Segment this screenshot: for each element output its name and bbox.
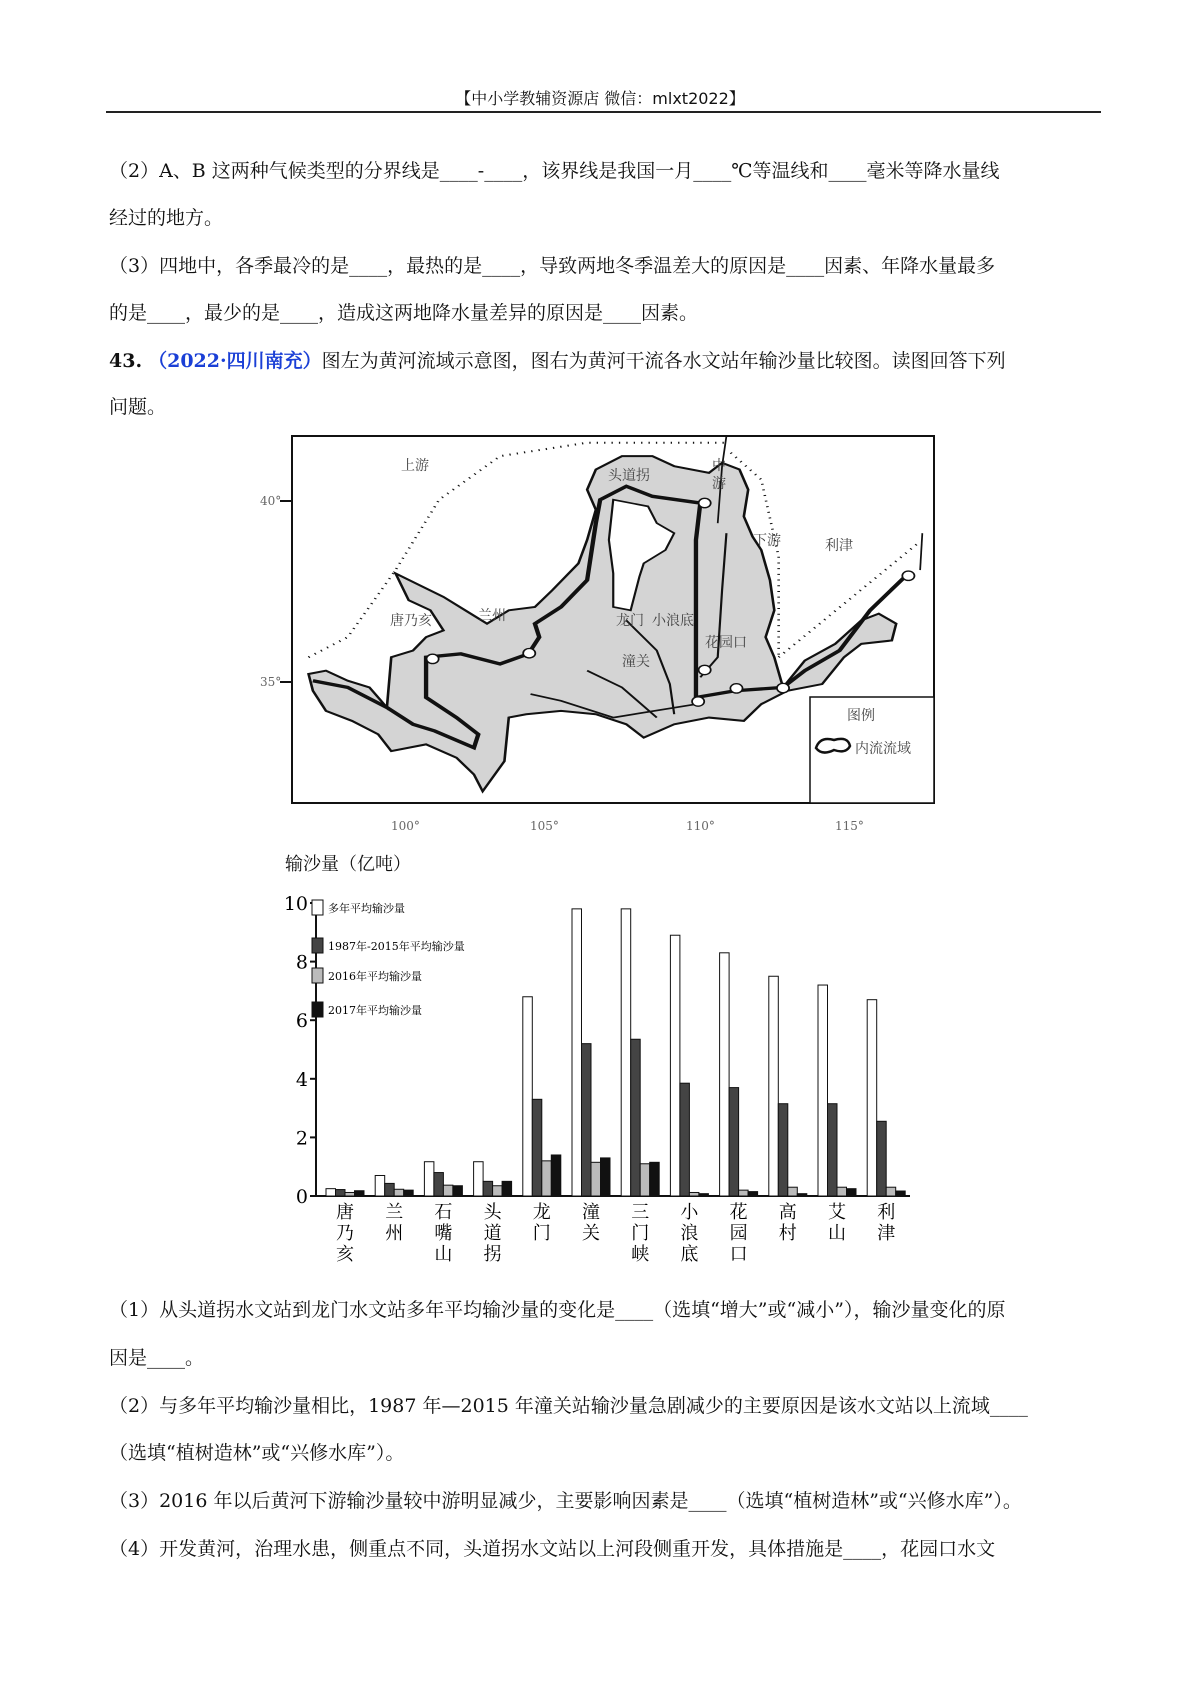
station-longmen	[699, 665, 711, 674]
legend-swatch	[312, 900, 323, 915]
x-tick-label: 利	[877, 1202, 896, 1223]
yellow-river-map	[250, 430, 970, 850]
sub-question-line: （3）2016 年以后黄河下游输沙量较中游明显减少，主要影响因素是____（选填“植树造林”或“兴修水库”）。	[109, 1490, 1022, 1512]
x-tick-label: 门	[532, 1223, 551, 1244]
station-toudaoguai	[699, 498, 711, 507]
lon-label: 100°	[391, 819, 420, 833]
lat-label: 35°	[260, 675, 282, 689]
lon-label: 115°	[835, 819, 864, 833]
x-tick-label: 关	[582, 1223, 600, 1244]
x-tick-label: 底	[680, 1244, 699, 1265]
sub-question-line: （1）从头道拐水文站到龙门水文站多年平均输沙量的变化是____（选填“增大”或“减小”），输沙量变化的原	[109, 1299, 1006, 1321]
bar-4	[404, 1190, 414, 1196]
legend-label: 2017年平均输沙量	[328, 1004, 422, 1017]
bar-1	[818, 985, 828, 1196]
station-tangnaihai	[427, 654, 439, 663]
bar-2	[877, 1121, 887, 1196]
sediment-bar-chart	[270, 880, 930, 1280]
bar-2	[828, 1104, 838, 1196]
bar-2	[582, 1044, 592, 1196]
bar-1	[474, 1162, 484, 1196]
x-tick-label: 花	[729, 1202, 748, 1223]
x-tick-label: 乃	[336, 1223, 354, 1244]
station-xiaolangdi	[730, 684, 742, 693]
label-middle-1: 中	[712, 458, 726, 474]
sub-question-line: （选填“植树造林”或“兴修水库”）。	[109, 1442, 405, 1464]
legend-label: 1987年-2015年平均输沙量	[328, 940, 465, 953]
prev-question-line: 经过的地方。	[109, 207, 224, 229]
bar-3	[591, 1162, 601, 1196]
station-lanzhou	[523, 649, 535, 658]
chart-ylabel: 输沙量（亿吨）	[285, 854, 411, 875]
bar-4	[502, 1181, 512, 1196]
lat-label: 40°	[260, 494, 282, 508]
prev-question-line: （3）四地中，各季最冷的是____，最热的是____，导致两地冬季温差大的原因是____因素、年降水量最多	[109, 255, 996, 277]
question-source: （2022·四川南充）	[148, 350, 322, 372]
header-rule	[106, 111, 1101, 113]
station-label: 小浪底	[652, 613, 694, 629]
prev-question-line: （2）A、B 这两种气候类型的分界线是____-____，该界线是我国一月____℃等温线和____毫米等降水量线	[109, 160, 1000, 182]
station-label: 龙门	[616, 613, 644, 629]
legend-label: 多年平均输沙量	[328, 902, 405, 915]
y-tick-label: 6	[295, 1010, 308, 1033]
x-tick-label: 头	[483, 1202, 502, 1223]
y-tick-label: 2	[295, 1127, 308, 1150]
bar-2	[336, 1190, 346, 1196]
x-tick-label: 浪	[680, 1223, 699, 1244]
station-label: 唐乃亥	[390, 613, 432, 629]
x-tick-label: 园	[729, 1223, 748, 1244]
bar-3	[788, 1187, 798, 1196]
station-tongguan	[692, 697, 704, 706]
x-tick-label: 山	[828, 1223, 846, 1244]
x-tick-label: 口	[729, 1244, 748, 1265]
bar-4	[699, 1194, 709, 1196]
bar-1	[375, 1175, 385, 1196]
question-text-2: 问题。	[109, 396, 167, 418]
y-tick-label: 10	[283, 893, 308, 915]
station-label: 花园口	[705, 635, 747, 651]
bar-4	[601, 1158, 611, 1196]
page-header: 【中小学教辅资源店 微信：mlxt2022】	[455, 89, 745, 108]
y-tick-label: 8	[295, 951, 308, 974]
bar-2	[729, 1088, 739, 1196]
bar-1	[867, 1000, 877, 1196]
bar-2	[483, 1181, 493, 1196]
bar-3	[542, 1161, 552, 1196]
question-header	[109, 346, 1006, 373]
x-tick-label: 津	[877, 1223, 896, 1244]
bar-4	[847, 1189, 857, 1196]
label-middle-2: 游	[712, 476, 726, 492]
station-lijin	[902, 571, 914, 580]
bar-4	[551, 1155, 561, 1196]
bar-1	[326, 1189, 336, 1196]
x-tick-label: 山	[434, 1244, 453, 1265]
bar-4	[355, 1191, 365, 1196]
bar-3	[345, 1192, 355, 1196]
map-legend-title: 图例	[847, 708, 875, 724]
bar-4	[797, 1194, 807, 1196]
bar-2	[385, 1183, 395, 1196]
station-label: 头道拐	[608, 468, 650, 484]
station-label: 兰州	[478, 608, 506, 624]
bar-3	[886, 1187, 896, 1196]
bar-2	[778, 1104, 788, 1196]
x-tick-label: 高	[778, 1202, 797, 1223]
x-tick-label: 嘴	[434, 1223, 453, 1244]
x-tick-label: 艾	[828, 1202, 846, 1223]
x-tick-label: 拐	[483, 1244, 502, 1265]
prev-question-line: 的是____，最少的是____，造成这两地降水量差异的原因是____因素。	[109, 302, 699, 324]
bar-2	[631, 1039, 641, 1196]
bar-1	[670, 935, 680, 1196]
x-tick-label: 峡	[631, 1244, 650, 1265]
x-tick-label: 兰	[385, 1202, 404, 1223]
legend-swatch	[312, 938, 323, 953]
bar-1	[523, 997, 533, 1196]
station-huayuankou	[777, 683, 789, 692]
x-tick-label: 龙	[532, 1202, 551, 1223]
bar-2	[680, 1083, 690, 1196]
legend-swatch	[312, 1002, 323, 1017]
y-tick-label: 0	[295, 1186, 308, 1208]
legend-label: 2016年平均输沙量	[328, 970, 422, 983]
bar-1	[572, 909, 582, 1196]
x-tick-label: 门	[631, 1223, 650, 1244]
x-tick-label: 唐	[336, 1202, 354, 1223]
bar-3	[739, 1190, 749, 1196]
bar-3	[689, 1192, 699, 1196]
bar-3	[443, 1185, 453, 1196]
bar-3	[394, 1189, 404, 1196]
bar-4	[748, 1192, 758, 1196]
x-tick-label: 亥	[336, 1244, 354, 1265]
x-tick-label: 道	[483, 1223, 502, 1244]
bar-3	[640, 1164, 650, 1196]
bar-2	[532, 1099, 542, 1196]
bar-1	[720, 953, 730, 1196]
bar-1	[621, 909, 631, 1196]
x-tick-label: 石	[434, 1202, 453, 1223]
station-label: 利津	[825, 538, 853, 554]
sub-question-line: （2）与多年平均输沙量相比，1987 年—2015 年潼关站输沙量急剧减少的主要原因是该水文站以上流域____	[109, 1395, 1028, 1417]
y-tick-label: 4	[295, 1068, 308, 1091]
bar-3	[837, 1187, 847, 1196]
bar-1	[424, 1162, 434, 1196]
bar-3	[493, 1186, 503, 1196]
bar-4	[650, 1162, 660, 1196]
x-tick-label: 村	[778, 1223, 797, 1244]
lon-label: 105°	[530, 819, 559, 833]
x-tick-label: 潼	[582, 1202, 600, 1223]
label-upper: 上游	[401, 458, 429, 474]
bar-4	[453, 1186, 463, 1196]
question-number: 43.	[109, 350, 143, 372]
bar-2	[434, 1173, 444, 1196]
bar-4	[896, 1191, 906, 1196]
label-lower: 下游	[753, 533, 781, 549]
x-tick-label: 小	[680, 1202, 699, 1223]
bar-1	[769, 976, 779, 1196]
lon-label: 110°	[686, 819, 715, 833]
x-tick-label: 州	[385, 1223, 404, 1244]
sub-question-line: 因是____。	[109, 1347, 205, 1369]
map-legend-label: 内流流域	[855, 741, 911, 757]
station-label: 潼关	[622, 654, 650, 670]
question-text: 图左为黄河流域示意图，图右为黄河干流各水文站年输沙量比较图。读图回答下列	[321, 350, 1006, 372]
x-tick-label: 三	[631, 1202, 650, 1223]
sub-question-line: （4）开发黄河，治理水患，侧重点不同，头道拐水文站以上河段侧重开发，具体措施是____，花园口水文	[109, 1538, 996, 1560]
legend-swatch	[312, 968, 323, 983]
